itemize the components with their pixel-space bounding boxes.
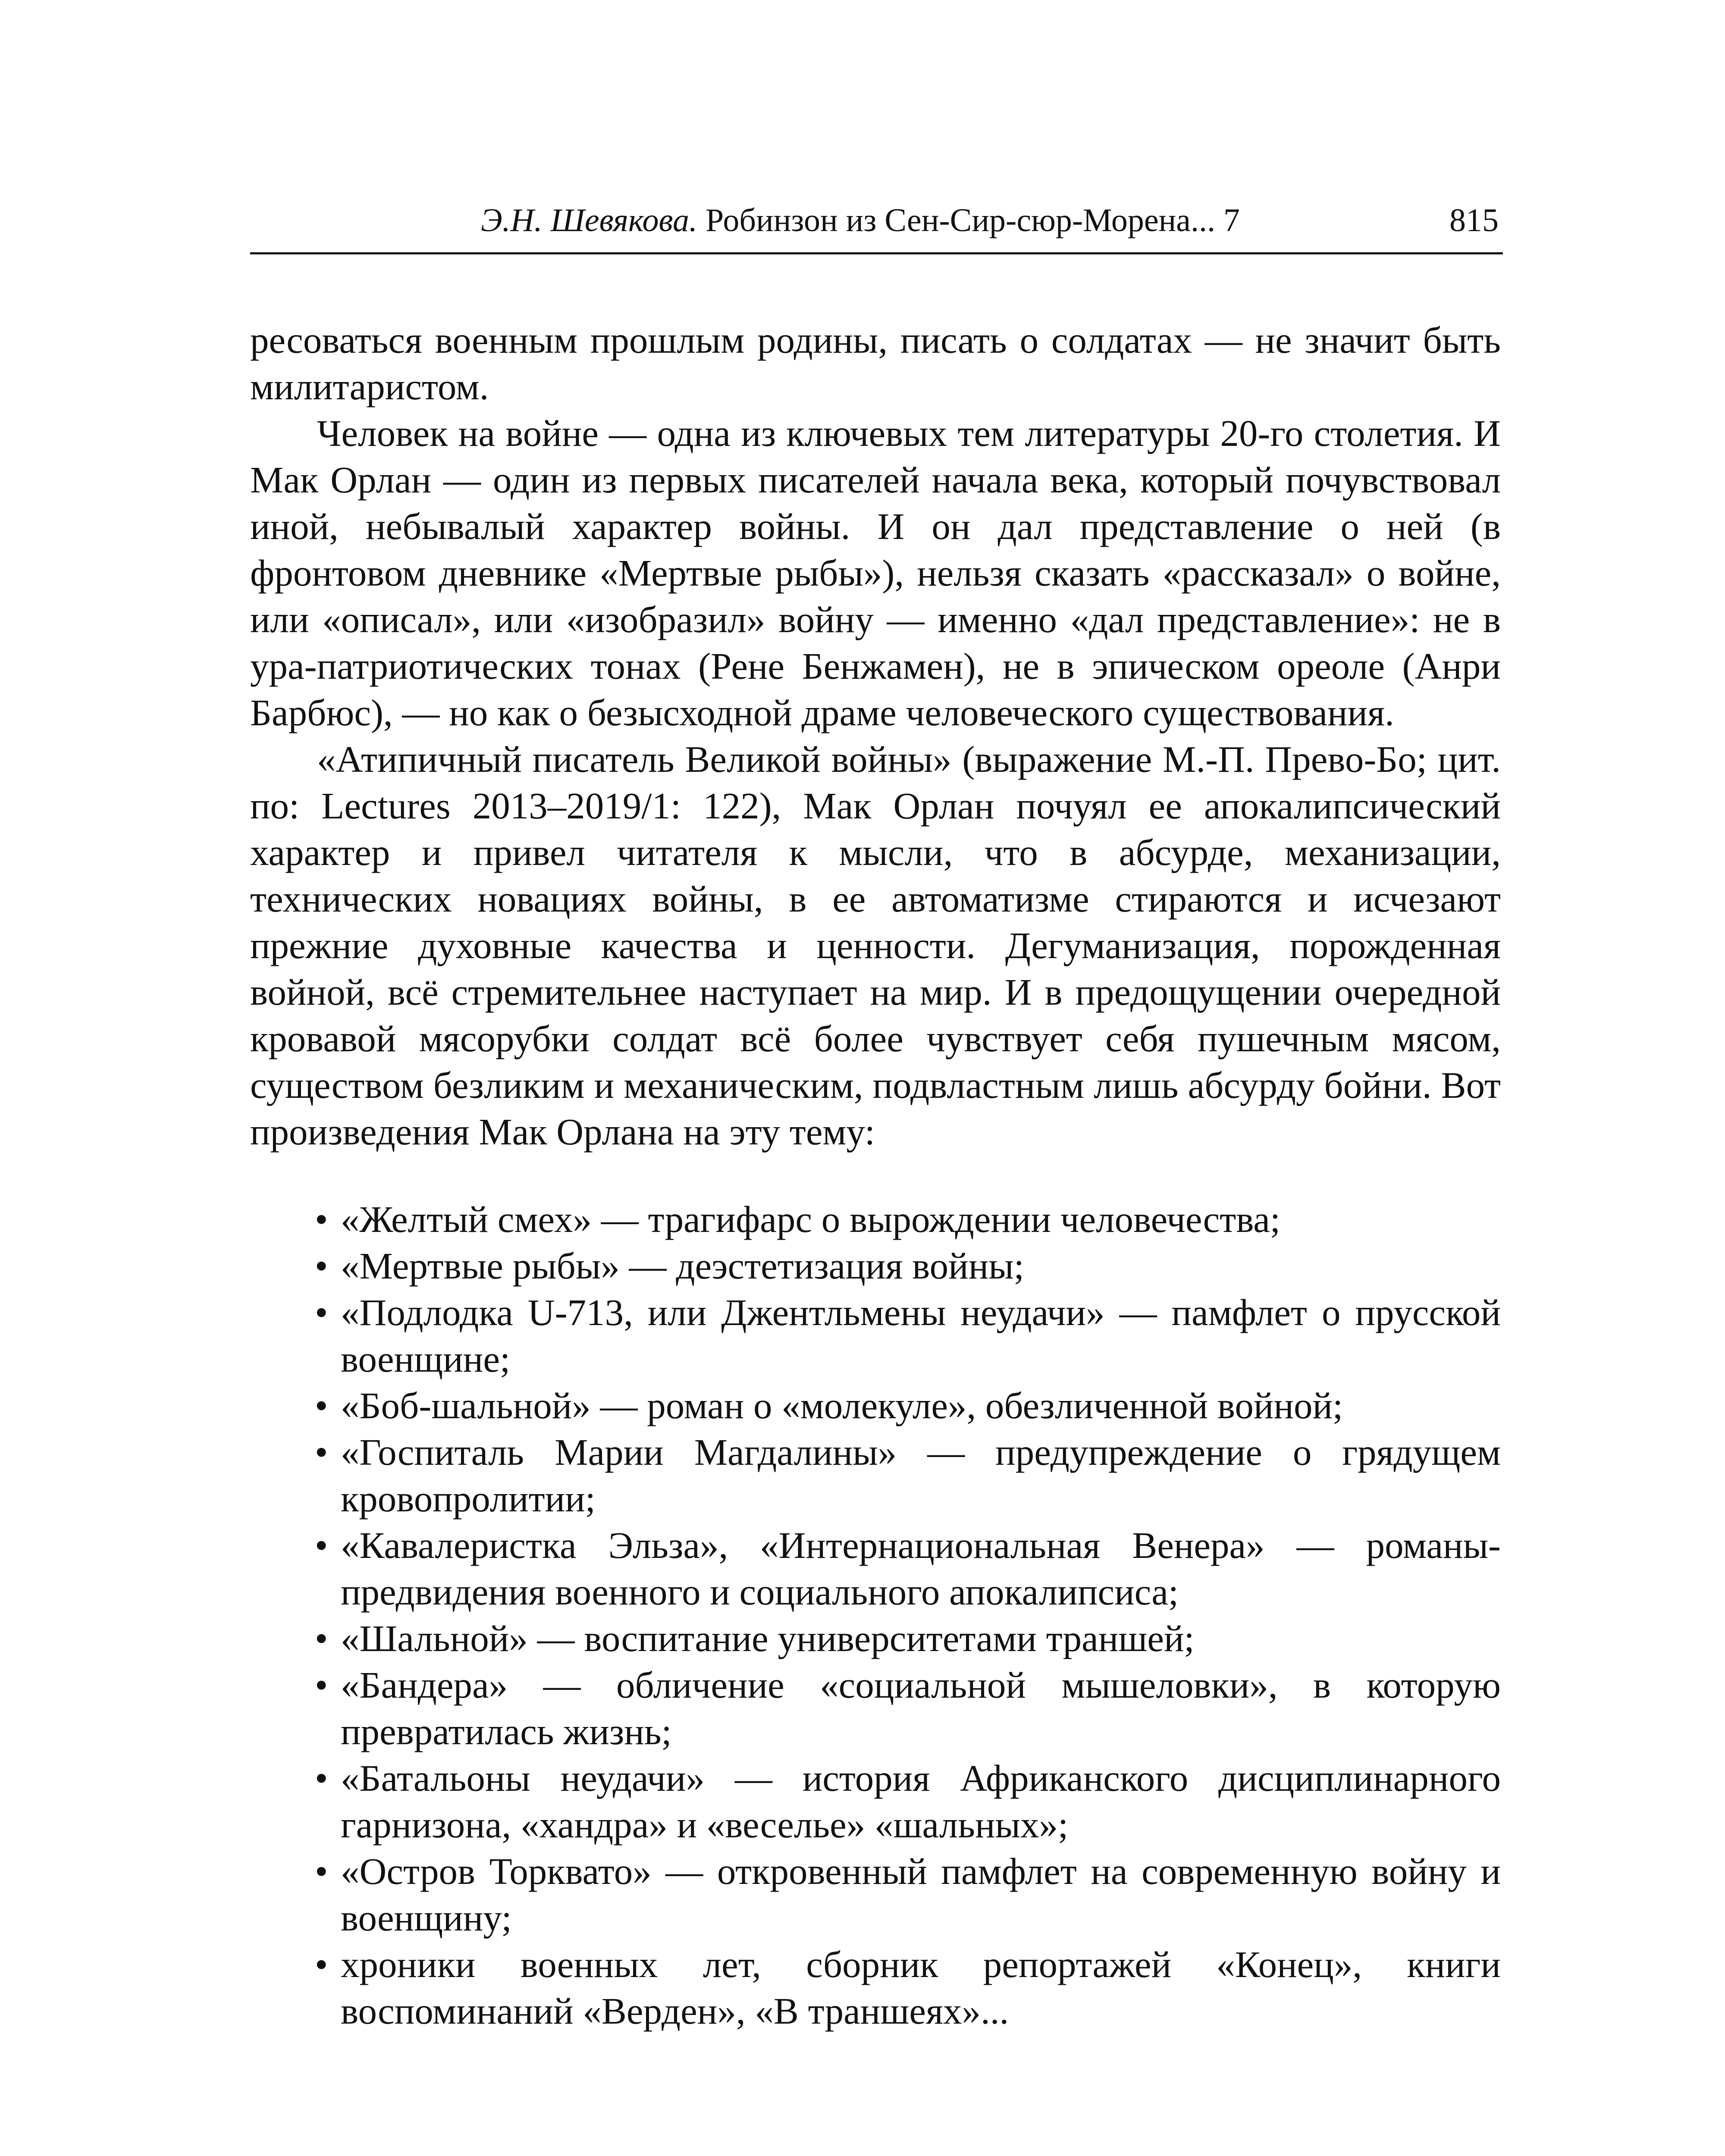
list-item xyxy=(250,1522,1501,1615)
list-item xyxy=(250,1941,1501,2034)
bullet-icon: • xyxy=(315,1385,328,1426)
list-item-text: «Шальной» — воспитание университетами траншей; xyxy=(341,1617,1195,1659)
bullet-icon: • xyxy=(315,1664,328,1706)
list-item xyxy=(250,1196,1501,1243)
list-item-text: «Мертвые рыбы» — деэстетизация войны; xyxy=(341,1245,1024,1287)
bullet-icon: • xyxy=(315,1943,328,1985)
list-item xyxy=(250,1429,1501,1522)
running-author: Э.Н. Шевякова. xyxy=(480,202,698,238)
bullet-icon: • xyxy=(315,1291,328,1333)
bullet-icon: • xyxy=(315,1757,328,1799)
list-item-text: «Остров Торквато» — откровенный памфлет на современную войну и военщину; xyxy=(341,1850,1501,1939)
paragraph: Человек на войне — одна из ключевых тем литературы 20-го столетия. И Мак Орлан — один из первых писателей начала века, который почувствовал иной, небывалый характер войны. И он дал представление о ней (в фронтовом дневнике «Мертвые рыбы»), нельзя сказать «рассказал» о войне, или «описал», или «изобразил» войну — именно «дал представление»: не в ура-патриотических тонах (Рене Бенжамен), не в эпическом ореоле (Анри Барбюс), — но как о безысходной драме человеческого существования. xyxy=(250,412,1501,733)
list-item-text: «Подлодка U-713, или Джентльмены неудачи» — памфлет о прусской военщине; xyxy=(341,1291,1501,1380)
list-item-text: «Бандера» — обличение «социальной мышеловки», в которую превратилась жизнь; xyxy=(341,1664,1501,1752)
bullet-icon: • xyxy=(315,1524,328,1566)
body-text xyxy=(250,317,1501,2034)
list-item xyxy=(250,1243,1501,1289)
list-item-text: «Госпиталь Марии Магдалины» — предупреждение о грядущем кровопролитии; xyxy=(341,1431,1501,1520)
list-item-text: «Желтый смех» — трагифарс о вырождении человечества; xyxy=(341,1198,1280,1240)
paragraph-continued: ресоваться военным прошлым родины, писать о солдатах — не значит быть милитаристом. xyxy=(250,319,1501,407)
running-title xyxy=(481,202,1240,239)
bullet-icon: • xyxy=(315,1850,328,1892)
list-item-text: «Батальоны неудачи» — история Африканского дисциплинарного гарнизона, «хандра» и «веселье» «шальных»; xyxy=(341,1757,1501,1846)
list-item xyxy=(250,1615,1501,1662)
list-item xyxy=(250,1662,1501,1755)
bullet-icon: • xyxy=(315,1617,328,1659)
bullet-icon: • xyxy=(315,1198,328,1240)
list-item xyxy=(250,1848,1501,1941)
paragraph: «Атипичный писатель Великой войны» (выражение М.-П. Прево-Бо; цит. по: Lectures 2013–2019/1: 122), Мак Орлан почуял ее апокалипсический характер и привел читателя к мысли, что в абсурде, механизации, технических новациях войны, в ее автоматизме стираются и исчезают прежние духовные качества и ценности. Дегуманизация, порожденная войной, всё стремительнее наступает на мир. И в предощущении очередной кровавой мясорубки солдат всё более чувствует себя пушечным мясом, существом безликим и механическим, подвластным лишь абсурду бойни. Вот произведения Мак Орлана на эту тему: xyxy=(250,738,1501,1153)
list-item-text: хроники военных лет, сборник репортажей «Конец», книги воспоминаний «Верден», «В траншеях»... xyxy=(341,1943,1501,2032)
list-item xyxy=(250,1289,1501,1382)
list-item xyxy=(250,1755,1501,1848)
list-item xyxy=(250,1382,1501,1429)
list-item-text: «Кавалеристка Эльза», «Интернациональная Венера» — романы-предвидения военного и социального апокалипсиса; xyxy=(341,1524,1501,1613)
running-article-title: Робинзон из Сен-Сир-сюр-Морена... 7 xyxy=(706,202,1240,238)
page-number: 815 xyxy=(1449,202,1499,238)
running-header xyxy=(250,196,1503,254)
list-item-text: «Боб-шальной» — роман о «молекуле», обезличенной войной; xyxy=(341,1385,1343,1426)
bullet-icon: • xyxy=(315,1431,328,1473)
bullet-icon: • xyxy=(315,1245,328,1287)
works-list xyxy=(250,1196,1501,2034)
